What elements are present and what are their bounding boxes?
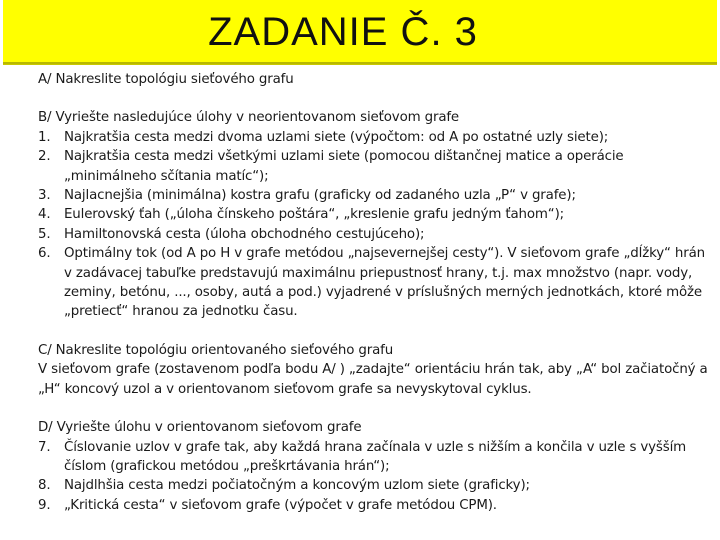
item-text: Najkratšia cesta medzi všetkými uzlami siete (pomocou dištančnej matice a operácie „minimálneho sčítania matíc“);	[64, 149, 624, 184]
item-text: Najkratšia cesta medzi dvoma uzlami siete (výpočtom: od A po ostatné uzly siete);	[64, 129, 609, 145]
item-text: „Kritická cesta“ v sieťovom grafe (výpočet v grafe metódou CPM).	[64, 497, 497, 513]
page-title: ZADANIE Č. 3	[208, 10, 478, 54]
item-text: Najlacnejšia (minimálna) kostra grafu (graficky od zadaného uzla „P“ v grafe);	[64, 188, 576, 204]
spacer	[38, 399, 708, 418]
item-number: 2.	[38, 149, 51, 165]
item-number: 6.	[38, 246, 51, 262]
item-text: Číslovanie uzlov v grafe tak, aby každá hrana začínala v uzle s nižším a končila v uzle s vyšším číslom (grafickou metódou „preškrtávania hrán“);	[64, 439, 687, 474]
list-item	[38, 225, 708, 244]
list-item	[38, 496, 708, 515]
item-number: 8.	[38, 478, 51, 494]
spacer	[38, 322, 708, 341]
item-number: 1.	[38, 129, 51, 145]
section-c-body: V sieťovom grafe (zostavenom podľa bodu A/ ) „zadajte“ orientáciu hrán tak, aby „A“ bol začiatočný a „H“ koncový uzol a v orientovanom sieťovom grafe sa nevyskytoval cyklus.	[38, 362, 708, 397]
section-b-heading: B/ Vyriešte nasledujúce úlohy v neorientovanom sieťovom grafe	[38, 110, 460, 126]
item-number: 3.	[38, 188, 51, 204]
list-item	[38, 438, 708, 477]
item-text: Hamiltonovská cesta (úloha obchodného cestujúceho);	[64, 226, 425, 242]
assignment-content	[38, 70, 708, 515]
list-item	[38, 186, 708, 205]
item-number: 9.	[38, 497, 51, 513]
item-text: Najdlhšia cesta medzi počiatočným a koncovým uzlom siete (graficky);	[64, 478, 530, 494]
item-text: Optimálny tok (od A po H v grafe metódou „najsevernejšej cesty“). V sieťovom grafe „dĺžky“ hrán v zadávacej tabuľke predstavujú maximálnu priepustnosť hrany, t.j. max množstvo (napr. vody, zeminy, betónu, ..., osoby, autá a pod.) vyjadrené v príslušných merných jednotkách, ktoré môže „pretiecť“ hranou za jednotku času.	[64, 246, 705, 320]
title-banner	[3, 0, 717, 64]
list-item	[38, 147, 708, 186]
list-item	[38, 244, 708, 322]
list-item	[38, 476, 708, 495]
list-item	[38, 128, 708, 147]
list-item	[38, 205, 708, 224]
section-a-heading: A/ Nakreslite topológiu sieťového grafu	[38, 72, 294, 87]
spacer	[38, 89, 708, 108]
item-number: 5.	[38, 226, 51, 242]
item-text: Eulerovský ťah („úloha čínskeho poštára“, „kreslenie grafu jedným ťahom“);	[64, 207, 565, 223]
item-number: 4.	[38, 207, 51, 223]
item-number: 7.	[38, 439, 51, 455]
section-c-heading: C/ Nakreslite topológiu orientovaného sieťového grafu	[38, 342, 394, 358]
section-d-heading: D/ Vyriešte úlohu v orientovanom sieťovom grafe	[38, 420, 362, 436]
